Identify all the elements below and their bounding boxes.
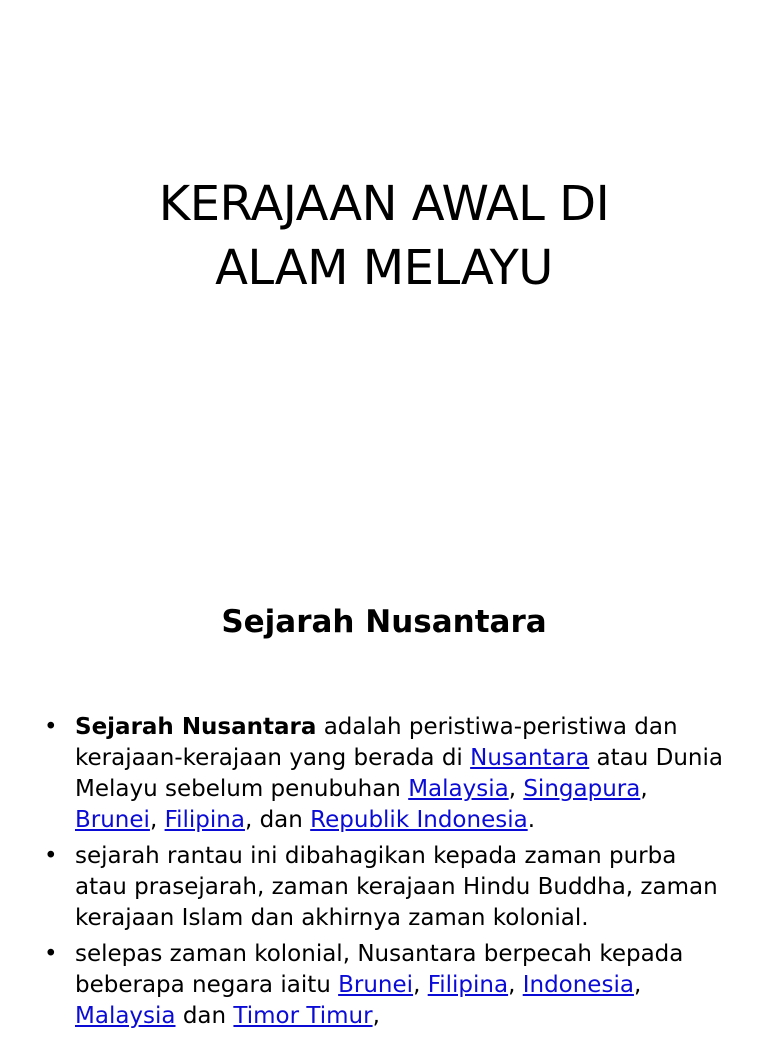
bullet-dot: • — [44, 941, 58, 967]
bullet-item-1 — [44, 712, 734, 836]
bullet-list — [44, 712, 734, 1037]
title-line-2: ALAM MELAYU — [215, 240, 553, 296]
text-segment: dan — [175, 1003, 234, 1029]
text-segment: , — [508, 776, 524, 802]
text-segment: sejarah rantau ini dibahagikan kepada zaman purba atau prasejarah, zaman kerajaan Hindu Buddha, zaman kerajaan Islam dan akhirnya zaman kolonial. — [75, 843, 718, 931]
link-timor-timur[interactable]: Timor Timur — [233, 1003, 373, 1029]
text-segment: adalah peristiwa-peristiwa dan kerajaan-kerajaan yang berada di — [75, 714, 678, 771]
link-indonesia[interactable]: Indonesia — [522, 972, 634, 998]
link-republik-indonesia[interactable]: Republik Indonesia — [310, 807, 528, 833]
text-segment: , — [413, 972, 428, 998]
slide-heading: Sejarah Nusantara — [221, 604, 547, 640]
link-brunei[interactable]: Brunei — [338, 972, 414, 998]
text-segment: selepas zaman kolonial, Nusantara berpecah kepada beberapa negara iaitu — [75, 941, 684, 998]
link-filipina[interactable]: Filipina — [164, 807, 245, 833]
bold-term: Sejarah Nusantara — [75, 714, 317, 740]
link-nusantara[interactable]: Nusantara — [470, 745, 590, 771]
text-segment: , — [640, 776, 648, 802]
slide-title — [40, 172, 728, 300]
text-segment: , — [372, 1003, 380, 1029]
link-singapura[interactable]: Singapura — [523, 776, 641, 802]
text-segment: , — [508, 972, 523, 998]
link-malaysia[interactable]: Malaysia — [408, 776, 509, 802]
bullet-dot: • — [44, 714, 58, 740]
content-slide — [0, 576, 768, 1029]
bullet-item-3 — [44, 939, 734, 1032]
text-segment: , — [633, 972, 642, 998]
bullet-item-2 — [44, 841, 734, 934]
text-segment: , — [149, 807, 165, 833]
text-segment: . — [527, 807, 535, 833]
link-malaysia[interactable]: Malaysia — [75, 1003, 176, 1029]
text-segment: , dan — [244, 807, 311, 833]
text-segment: atau Dunia Melayu sebelum penubuhan — [75, 745, 723, 802]
title-line-1: KERAJAAN AWAL DI — [158, 176, 610, 232]
bullet-dot: • — [44, 843, 58, 869]
link-brunei[interactable]: Brunei — [75, 807, 150, 833]
link-filipina[interactable]: Filipina — [427, 972, 509, 998]
